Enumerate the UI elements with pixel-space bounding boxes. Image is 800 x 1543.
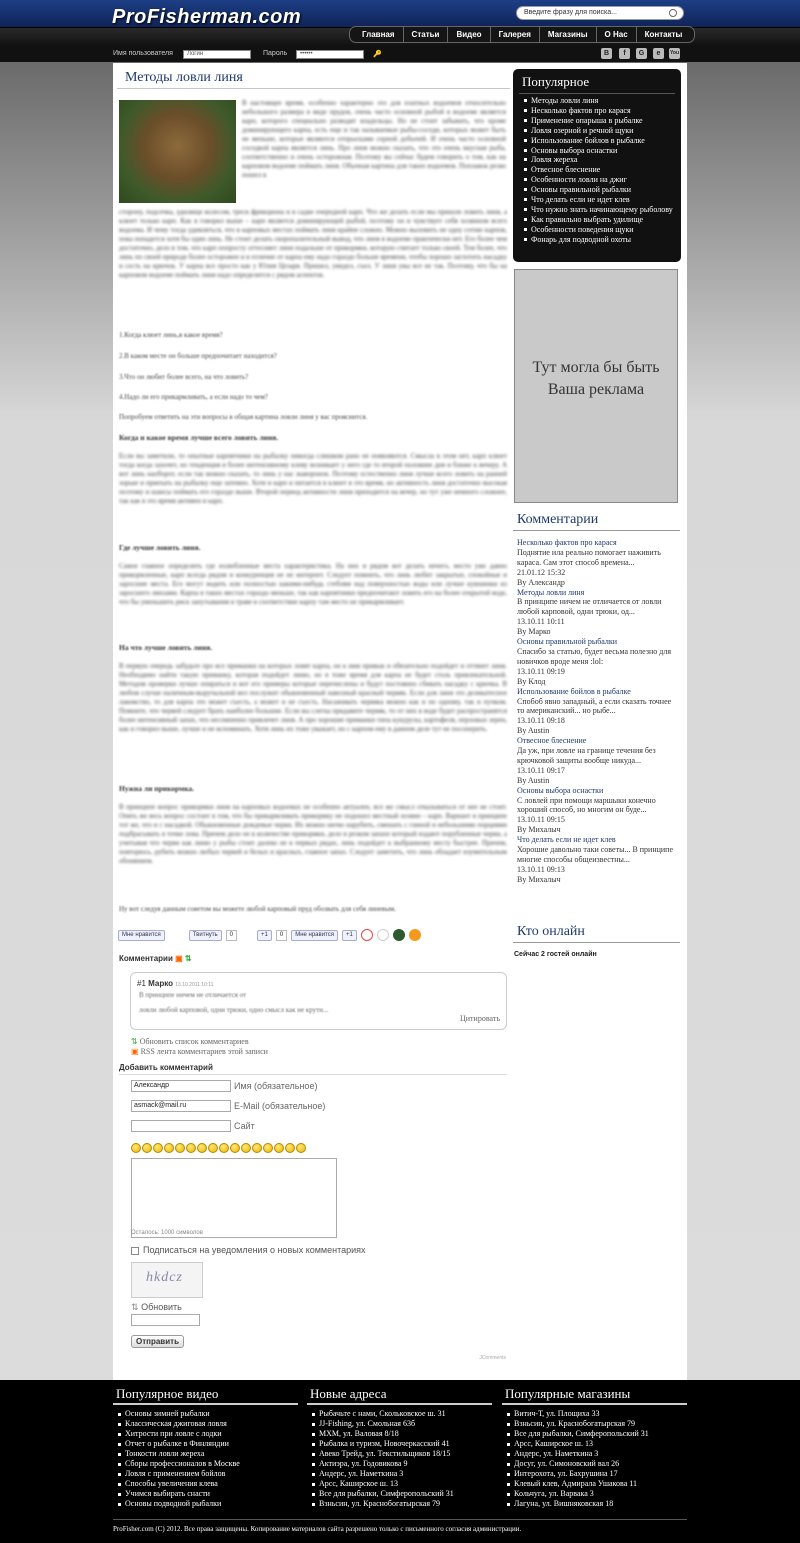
search-input[interactable] xyxy=(516,6,684,20)
question-3: 3.Что он любит более всего, на что ловить? xyxy=(119,373,249,381)
smiley-icon[interactable] xyxy=(197,1143,207,1153)
footer-video-item[interactable]: Сборы профессионалов в Москве xyxy=(125,1459,298,1469)
footer-shop-item[interactable]: Андерс, ул. Наметкина 3 xyxy=(514,1449,687,1459)
sidebar-comment-body: Поднятие ила реально помогает наживить караса. Сам этот способ времена... xyxy=(517,547,661,567)
question-1: 1.Когда клюет линь,в какое время? xyxy=(119,331,223,339)
footer-video-heading: Популярное видео xyxy=(113,1386,298,1405)
comment-textarea[interactable] xyxy=(131,1158,337,1238)
nav-item-shops[interactable]: Магазины xyxy=(540,27,597,42)
popular-item[interactable]: Методы ловли линя xyxy=(531,96,679,106)
smiley-icon[interactable] xyxy=(230,1143,240,1153)
popular-item[interactable]: Особенности ловли на джиг xyxy=(531,175,679,185)
footer-address-item[interactable]: Арсс, Каширское ш. 13 xyxy=(319,1479,492,1489)
login-bar xyxy=(0,46,800,62)
mailru-icon[interactable] xyxy=(393,929,405,941)
footer-addresses-heading: Новые адреса xyxy=(307,1386,492,1405)
popular-item[interactable]: Как правильно выбрать удилище xyxy=(531,215,679,225)
sidebar-comment xyxy=(517,835,679,885)
footer-shop-item[interactable]: Арсс, Каширское ш. 13 xyxy=(514,1439,687,1449)
nav-item-home[interactable]: Главная xyxy=(354,27,404,42)
article-conclusion: Ну вот следуя данным советом вы можете любой карповый пруд обозвать для себя линевым. xyxy=(119,905,396,913)
footer-video-item[interactable]: Способы увеличения клева xyxy=(125,1479,298,1489)
footer-address-item[interactable]: МХМ, ул. Валовая 8/18 xyxy=(319,1429,492,1439)
smiley-icon[interactable] xyxy=(131,1143,141,1153)
odnoklassniki-icon[interactable] xyxy=(361,929,373,941)
section-text-bait: В первую очередь забудьте про все приманки на которых ловят карпа, он к ним привык и обязательно подойдет и оттянет линя. Необходимо найти такую приманку, которая подойдет линю, но в тоже время для карпа не будет столь привлекательной. Методом проверки лучше опираться и вот его примеры которые перечислены и будут постоянно сбивать насадку с крючка. В любом случае наличным-выручальной вел послужит обыкновенный навозный красный червяк. Если для линя это деликатесное лакомство, то для карпа это может съесть, а может и не съесть. Насаживать червяка можно как и по одному, так и пучком. Помните, что червей следует брать наиболее большие. Если вы слегка придавите червяк, то от них в воде будет распространятся более интенсивный запах, что несомненно привлечет линя. А про хорошие приманки типа кукурузы, картофеля, перловых зерен, как и говорил выше, лучше и не вспоминать. Хотя линь их тоже уважает, но с карпом ему в данном деле тут не посоперить. xyxy=(119,662,507,733)
footer-address-item[interactable]: Рыбачьте с нами, Скольковское ш. 31 xyxy=(319,1409,492,1419)
website-label: Сайт xyxy=(234,1121,255,1131)
captcha-image: hkdcz xyxy=(131,1262,203,1298)
footer-video-item[interactable]: Основы подводной рыбалки xyxy=(125,1499,298,1509)
sidebar-comment xyxy=(517,538,679,588)
popular-item[interactable]: Что делать если не идет клев xyxy=(531,195,679,205)
comment-text-line2: ловли любой карповой, одни трюки, одно смысл как не крути... xyxy=(139,1006,329,1014)
footer-video-item[interactable]: Классическая джиговая ловля xyxy=(125,1419,298,1429)
smiley-icon[interactable] xyxy=(263,1143,273,1153)
google-plus-button[interactable]: +1 xyxy=(257,930,272,941)
comment-date: 13.10.2011 10:11 xyxy=(175,982,214,988)
nav-item-about[interactable]: О Нас xyxy=(597,27,637,42)
sidebar-comment-author: By Austin xyxy=(517,726,550,736)
ad-placeholder[interactable]: Тут могла бы быть Ваша реклама xyxy=(514,269,678,503)
name-input[interactable]: Александр xyxy=(131,1080,231,1092)
livejournal-icon[interactable] xyxy=(377,929,389,941)
sidebar-comment-date: 13.10.11 09:18 xyxy=(517,716,565,726)
footer-shops-heading: Популярные магазины xyxy=(502,1386,687,1405)
sidebar-comment-date: 13.10.11 09:17 xyxy=(517,765,565,775)
sidebar-comment-date: 13.10.11 09:13 xyxy=(517,864,565,874)
jcomments-link[interactable]: JComments xyxy=(479,1355,506,1361)
footer-video-item[interactable]: Тонкости ловли жереха xyxy=(125,1449,298,1459)
footer-address-item[interactable]: Все для рыбалки, Симферопольский 31 xyxy=(319,1489,492,1499)
sidebar-comments-list xyxy=(517,538,679,885)
section-heading-bait: На что лучше ловить линя. xyxy=(119,643,213,652)
top-bar xyxy=(0,0,800,28)
popular-item[interactable]: Применение опарыша в рыбалке xyxy=(531,116,679,126)
website-input[interactable] xyxy=(131,1120,231,1132)
sidebar-comment-author: By Александр xyxy=(517,577,565,587)
section-heading-groundbait: Нужна ли прикормка. xyxy=(119,784,195,793)
search-icon[interactable] xyxy=(669,9,677,17)
smiley-icon[interactable] xyxy=(208,1143,218,1153)
sidebar-comment-date: 13.10.11 09:19 xyxy=(517,666,565,676)
google-plus-count: 0 xyxy=(276,930,287,941)
sidebar-comments-heading: Комментарии xyxy=(513,512,680,531)
smiley-icon[interactable] xyxy=(219,1143,229,1153)
sidebar-comment-date: 13.10.11 09:15 xyxy=(517,815,565,825)
sidebar-comment-body: Спобоб явно западный, а если сказать точнее то американский... но рыбе... xyxy=(517,696,672,716)
popular-item[interactable]: Основы правильной рыбалки xyxy=(531,185,679,195)
ok-icon[interactable] xyxy=(409,929,421,941)
facebook-like-button[interactable]: Мне нравится xyxy=(118,930,165,941)
password-label: Пароль xyxy=(263,50,288,57)
captcha-refresh-link[interactable]: ⇅ Обновить xyxy=(131,1302,182,1312)
footer-video-item[interactable]: Учимся выбирать снасти xyxy=(125,1489,298,1499)
article-title: Методы ловли линя xyxy=(117,68,510,89)
sidebar-comment-author: By Клод xyxy=(517,676,546,686)
footer-address-item[interactable]: Авеко Трейд, ул. Текстильщиков 18/15 xyxy=(319,1449,492,1459)
search-placeholder: Введите фразу для поиска... xyxy=(524,9,617,16)
email-label: E-Mail (обязательное) xyxy=(234,1101,326,1111)
section-text-groundbait: В принципе вопрос прикормки линя на карповых водоемах не особенно актуален, все же смысл отказываться от нее не стоит. Опять же весь вопрос состоит в том, что бы прикармливать прикормку не подошел местный хозяин – карп. Вариант в принципе тот же, что и с насадкой. Обыкновенные дождевые черви. Их можно нитко нарубить, смешать с глиной и небольшими порциями подбрасывать в точке лова. Причем дело не в количестве прикормки, дело в резком запахе который издают порубленные черви, а учитывая что черви как линю у рыбы стоит далеко не в первых рядах, линь подойдет к выбранному месту быстрее. Причем, повторюсь, рубить можно любых червей и белых и красных, главное запах. Следует заметить, что линь обладает изумительным обонянием. xyxy=(119,803,507,865)
nav-item-articles[interactable]: Статьи xyxy=(404,27,449,42)
sidebar-comment xyxy=(517,637,679,687)
footer-shop-item[interactable]: Интерохота, ул. Бахрушина 17 xyxy=(514,1469,687,1479)
footer-shop-item[interactable]: Клевый клев, Адмирала Ушакова 11 xyxy=(514,1479,687,1489)
footer-addresses-column xyxy=(307,1386,492,1509)
popular-item[interactable]: Фонарь для подводной охоты xyxy=(531,235,679,245)
email-icon[interactable]: e xyxy=(653,48,664,59)
popular-item[interactable]: Отвесное блеснение xyxy=(531,165,679,175)
popular-item[interactable]: Ловля озерной и речной щуки xyxy=(531,126,679,136)
rss-comments-link[interactable]: ▣ RSS лента комментариев этой записи xyxy=(131,1047,268,1056)
answer-intro: Попробуем ответить на эти вопросы в общая картина ловли линя у вас прояснится. xyxy=(119,413,368,421)
tweet-count: 0 xyxy=(226,930,237,941)
who-online-text: Сейчас 2 гостей онлайн xyxy=(514,951,597,958)
sidebar-comment-title[interactable]: Несколько фактов про карася xyxy=(517,538,617,547)
sidebar-comment-body: Хорошие давольно таки советы... В принципе многие способы общеизвестны... xyxy=(517,845,674,864)
sidebar-comment-body: С ловлей при помощи маршыки конечно хороший способ, но многим он буде... xyxy=(517,795,656,815)
refresh-icon[interactable]: ⇅ xyxy=(184,954,192,963)
sidebar-comment-body: Да уж, при ловле на границе течения без крючковой защиты вообще никуда... xyxy=(517,746,656,765)
name-label: Имя (обязательное) xyxy=(234,1081,318,1091)
char-counter: Осталось: 1000 символов xyxy=(131,1230,203,1236)
section-text-when: Если вы заметили, то опытные карпятники на рыбалку никогда слишком рано не появляются. Смысла в этом нет, карп клюет тогда когда захочет, но тенденция в более интенсивному клеву возникает у него где то второй половине дня и ближе к вечеру. А вот линь наоборот, если так можно сказать, то линь у нас жаворонок. Поэтому естественно линя лучше всего ловить на ранней зорьке и приехать на рыбалку еще затемно. Хотя и карп и питается в клюет в это время, но активность линя достаточно высокая поэтому и шансы поймать его гораздо выше. Второй период активности линя приходится на вечер, но тут уже немного сложнее, так как в это время активен и карп. xyxy=(119,452,507,505)
nav-item-contacts[interactable]: Контакты xyxy=(644,30,683,39)
comment-meta: #1 Марко 13.10.2011 10:11 xyxy=(137,979,214,988)
smiley-icon[interactable] xyxy=(274,1143,284,1153)
nav-item-gallery[interactable]: Галерея xyxy=(491,27,540,42)
smiley-bar xyxy=(131,1143,306,1153)
sidebar-comment-author: By Михалыч xyxy=(517,874,561,884)
main-nav xyxy=(349,26,695,43)
smiley-icon[interactable] xyxy=(142,1143,152,1153)
smiley-icon[interactable] xyxy=(186,1143,196,1153)
username-label: Имя пользователя xyxy=(113,50,173,57)
footer-video-item[interactable]: Хитрости при ловле с лодки xyxy=(125,1429,298,1439)
popular-divider xyxy=(519,93,675,94)
footer-address-item[interactable]: Актиэра, ул. Годовикова 9 xyxy=(319,1459,492,1469)
popular-box xyxy=(513,69,681,262)
popular-item[interactable]: Использование бойлов в рыбалке xyxy=(531,136,679,146)
popular-item[interactable]: Основы выбора оснастки xyxy=(531,146,679,156)
popular-heading: Популярное xyxy=(522,74,590,89)
footer-shop-item[interactable]: Витич-Т, ул. Площиха 33 xyxy=(514,1409,687,1419)
popular-item[interactable]: Несколько фактов про карася xyxy=(531,106,679,116)
copyright: ProFisher.com (C) 2012. Все права защищены. Копирование материалов сайта разрешено только с письменного согласия администрации. xyxy=(113,1525,522,1533)
popular-item[interactable]: Что нужно знать начинающему рыболову xyxy=(531,205,679,215)
facebook-icon[interactable]: f xyxy=(619,48,630,59)
sidebar-comment-title[interactable]: Основы выбора оснастки xyxy=(517,785,604,795)
nav-item-video[interactable]: Видео xyxy=(448,27,490,42)
footer-address-item[interactable]: Рыбалка и туризм, Новочеркасский 41 xyxy=(319,1439,492,1449)
footer-address-item[interactable]: Андерс, ул. Наметкина 3 xyxy=(319,1469,492,1479)
submit-button[interactable]: Отправить xyxy=(131,1335,184,1348)
section-text-where: Самое главное определить где излюбленные места характеристика. На них и рядом вот делать нечего, место уже давно прикормленные, карп всегда рядом и конкуренция не не интерпет. Следует помнить, что линь любит закрытые, спокойные и заросшие места. Его могут водить или полностью какими-нибудь стеблям над поверхностью воды или лучше кувшинки из заросшего линзами. Карпа в таких местах гораздо меньше, так как карпятники предпочитают ловить его на более открытой воде, что бы уменьшить риск запутывания в траве в соответствие карпу там место не прикармливает. xyxy=(119,562,507,606)
footer-video-item[interactable]: Отчет о рыбалке в Финляндии xyxy=(125,1439,298,1449)
sidebar-comment xyxy=(517,687,679,737)
username-input[interactable]: Логин xyxy=(183,50,251,59)
article-intro: В настоящее время, особенно характерно это для платных водоемов относительно небольшого размера в виде прудов, очень часто основной рыбой в водоеме является карп, которого специально разводят владельцы. Но не стоит забывать, что кроме доминирующего карпа, есть еще и так называемые рыбы-соседи, которых может быть не меньше, которые являются отпрысками серной добычей. И очень часто основной соседкой карпа является линь. Про линя можно сказать, что это очень вкусная рыба, соответственно и очень осторожная. Поэтому вы сейчас будем говорить о том, как на карповом водоеме поймать линя. Обычная картина для таких водоемов. Поплавок резко пошел в xyxy=(242,99,506,179)
share-bar xyxy=(118,928,421,942)
youtube-icon[interactable]: You xyxy=(669,48,680,59)
footer-address-item[interactable]: JJ-Fishing, ул. Смольная 63б xyxy=(319,1419,492,1429)
sidebar-comment-title[interactable]: Использование бойлов в рыбалке xyxy=(517,686,631,696)
footer-video-column xyxy=(113,1386,298,1509)
footer-address-item[interactable]: Взньсин, ул. Краснобогатырская 79 xyxy=(319,1499,492,1509)
add-comment-heading: Добавить комментарий xyxy=(119,1063,507,1075)
blogger-icon[interactable]: B xyxy=(601,48,612,59)
captcha-input[interactable] xyxy=(131,1314,200,1326)
footer-shop-item[interactable]: Досуг, ул. Симоновский вал 26 xyxy=(514,1459,687,1469)
section-heading-when: Когда и какое время лучше всего ловить линя. xyxy=(119,433,279,442)
smiley-icon[interactable] xyxy=(285,1143,295,1153)
tweet-button[interactable]: Твитнуть xyxy=(189,930,222,941)
sidebar-comment-date: 21.01.12 15:32 xyxy=(517,567,566,577)
sidebar-comment-title[interactable]: Основы правильной рыбалки xyxy=(517,637,618,647)
footer-video-item[interactable]: Основы зимней рыбалки xyxy=(125,1409,298,1419)
comment-text-line1: В принципе ничем не отличается от xyxy=(139,991,247,999)
smiley-icon[interactable] xyxy=(153,1143,163,1153)
footer-video-item[interactable]: Ловля с применением бойлов xyxy=(125,1469,298,1479)
question-4: 4.Надо ли его прикармливать, а если надо то чем? xyxy=(119,393,268,401)
who-online-heading: Кто онлайн xyxy=(513,924,680,943)
subscribe-checkbox[interactable]: Подписаться на уведомления о новых комментариях xyxy=(131,1245,366,1255)
sidebar-comment-body: Спасибо за статью, будет весьма полезно для новичков вроде меня :lol: xyxy=(517,646,672,666)
quote-link[interactable]: Цитировать xyxy=(460,1014,500,1023)
refresh-comments-link[interactable]: ⇅ Обновить список комментариев xyxy=(131,1037,249,1046)
google-icon[interactable]: G xyxy=(636,48,647,59)
smiley-icon[interactable] xyxy=(175,1143,185,1153)
rss-icon[interactable]: ▣ xyxy=(175,954,183,963)
comment-author[interactable]: Марко xyxy=(148,979,174,988)
sidebar-comment-title[interactable]: Что делать если не идет клев xyxy=(517,835,616,845)
sidebar-comment-author: By Austin xyxy=(517,775,550,785)
email-input[interactable]: asmack@mail.ru xyxy=(131,1100,231,1112)
vk-like-button[interactable]: Мне нравится xyxy=(291,930,338,941)
sidebar-comment-author: By Марко xyxy=(517,627,551,637)
fish-photo xyxy=(119,100,236,203)
checkbox-icon[interactable] xyxy=(131,1247,139,1255)
sidebar-comment-title[interactable]: Методы ловли линя xyxy=(517,587,585,597)
question-2: 2.В каком месте он больше предпочитает находится? xyxy=(119,352,277,360)
smiley-icon[interactable] xyxy=(252,1143,262,1153)
site-logo[interactable]: ProFisherman.com xyxy=(112,6,302,28)
section-heading-where: Где лучше ловить линя. xyxy=(119,543,201,552)
sidebar-comment-body: В принципе ничем не отличается от ловли любой карповой, одни трюки, од... xyxy=(517,597,662,617)
article xyxy=(117,68,510,279)
footer-shop-item[interactable]: Взньсин, ул. Краснобогатырская 79 xyxy=(514,1419,687,1429)
sidebar-comment xyxy=(517,588,679,638)
sidebar-comment-author: By Михалыч xyxy=(517,825,561,835)
comments-heading: Комментарии ▣ ⇅ xyxy=(119,954,192,963)
popular-item[interactable]: Особенности поведения щуки xyxy=(531,225,679,235)
sidebar-comment xyxy=(517,736,679,786)
sidebar-comment-date: 13.10.11 10:11 xyxy=(517,617,565,627)
plus-one-button[interactable]: +1 xyxy=(342,930,357,941)
footer-shop-item[interactable]: Кольчуга, ул. Варвака 3 xyxy=(514,1489,687,1499)
footer-shop-item[interactable]: Лагуна, ул. Вишняковская 18 xyxy=(514,1499,687,1509)
comment-item xyxy=(130,972,507,1030)
sidebar-comment xyxy=(517,786,679,836)
smiley-icon[interactable] xyxy=(164,1143,174,1153)
footer-shop-item[interactable]: Все для рыбалки, Симферопольский 31 xyxy=(514,1429,687,1439)
smiley-icon[interactable] xyxy=(296,1143,306,1153)
footer-shops-column xyxy=(502,1386,687,1509)
password-input[interactable]: •••••• xyxy=(296,50,364,59)
sidebar-comment-title[interactable]: Отвесное блеснение xyxy=(517,736,587,746)
popular-item[interactable]: Ловля жереха xyxy=(531,155,679,165)
login-key-icon[interactable]: 🔑 xyxy=(373,51,382,58)
footer-divider xyxy=(113,1519,687,1520)
article-intro-continued: сторону, подсечка, удилище колесом, треск фрикциона и в садке очередной карп. Что же делать если мы пришли ловить линя, а клюет только карп. Как я говорил выше – карп является доминирующей рыбой, поэтому он и чувствует себя хозяином всего водоема. И чему тогда удивляться, что в карповых местах поймать линя крайне сложно. Можно выловить не одну сотню карпов, пока попадется хотя бы один линь. Не стоит делать скоропалительный вывод, что линя в водоеме практически нет. Его более чем достаточно, дело в том, что карп попросту оттесняет линя подальше от прикормки, которую считает только своей. Тем более, что линь по своей природе более осторожен и в отличие от карпа ему надо гораздо больше времени, чтобы хорошо заглотить насадку и сесть на крючок. У карпа все просто как у Юлия Цезаря. Пришел, увидел, съел. У линя увы все не так. Поэтому, что бы на карповом водоеме поймать линя надо определится с рядом аспектов. xyxy=(119,208,507,279)
smiley-icon[interactable] xyxy=(241,1143,251,1153)
